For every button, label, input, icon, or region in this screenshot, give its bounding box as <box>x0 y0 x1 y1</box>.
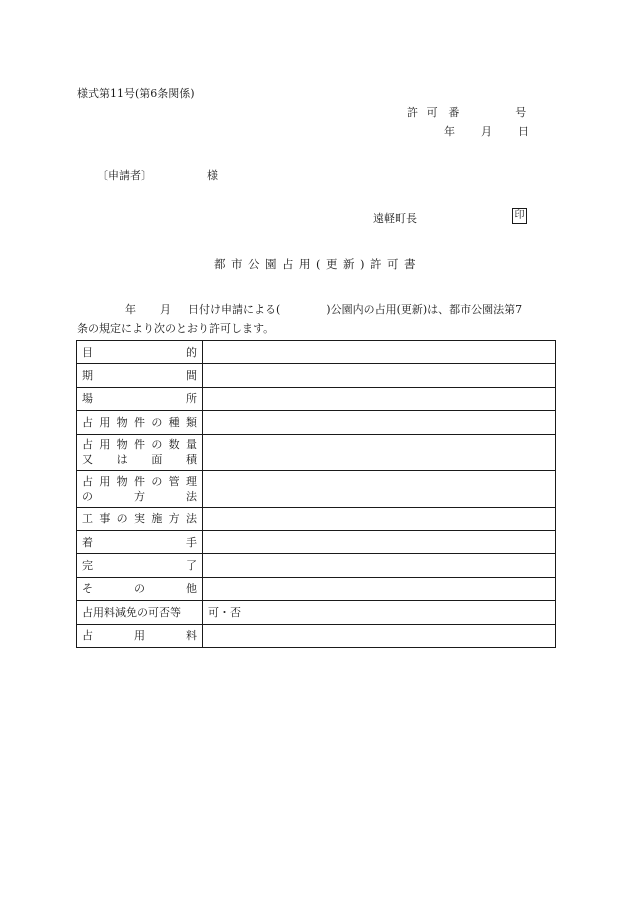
row-label-char: 所 <box>186 392 197 406</box>
row-label-char: そ <box>82 582 93 596</box>
row-label <box>77 624 203 647</box>
row-label <box>77 554 203 577</box>
row-label-char: の <box>116 512 128 526</box>
applicant-honorific: 様 <box>207 169 218 182</box>
row-label-char: 的 <box>186 345 197 359</box>
row-label-line <box>82 558 197 573</box>
body-year: 年 <box>125 303 136 316</box>
row-label-line <box>82 452 197 467</box>
document-title: 都市公園占用(更新)許可書 <box>214 257 421 271</box>
row-label <box>77 577 203 600</box>
row-label-char: 物 <box>116 415 128 429</box>
row-label-line <box>82 511 197 526</box>
row-label-char: 期 <box>82 369 93 383</box>
issuer-title: 遠軽町長 <box>373 212 417 225</box>
row-label-line <box>82 628 197 643</box>
row-label-char: 着 <box>82 535 93 549</box>
row-label <box>77 507 203 530</box>
row-label-char: 完 <box>82 559 93 573</box>
row-label-char: 工 <box>82 512 93 526</box>
row-label-char: 管 <box>168 474 180 488</box>
row-label-char: 又 <box>82 453 93 467</box>
row-label <box>77 434 203 471</box>
row-label-char: 件 <box>133 438 145 452</box>
row-label-char: 法 <box>185 512 197 526</box>
row-label-line <box>82 368 197 383</box>
row-label-char: 料 <box>186 629 197 643</box>
row-label <box>77 411 203 434</box>
row-label-char: 占 <box>82 415 93 429</box>
date-month-label: 月 <box>481 125 492 138</box>
table-row <box>77 530 556 553</box>
row-label-char: 法 <box>186 489 197 503</box>
row-value <box>203 387 556 410</box>
row-label-char: 実 <box>133 512 145 526</box>
permit-number-char: 許 <box>407 106 418 119</box>
row-label-char: 物 <box>116 438 128 452</box>
row-label-char: 種 <box>168 415 180 429</box>
row-label-char: 占 <box>82 629 93 643</box>
row-label-line <box>82 437 197 452</box>
date-year-label: 年 <box>444 125 455 138</box>
row-value <box>203 624 556 647</box>
permit-number-char: 番 <box>448 106 460 119</box>
row-label-char: 施 <box>151 512 163 526</box>
table-row <box>77 554 556 577</box>
row-value <box>203 411 556 434</box>
row-label-char: 用 <box>134 629 145 643</box>
row-label-char: 間 <box>186 369 197 383</box>
row-label-char: 数 <box>168 438 180 452</box>
row-label <box>77 471 203 508</box>
row-value <box>203 554 556 577</box>
table-row <box>77 601 556 624</box>
row-label-char: 事 <box>99 512 111 526</box>
row-label-char: 占 <box>82 474 93 488</box>
row-label-line <box>82 581 197 596</box>
table-row <box>77 434 556 471</box>
body-line-2: 条の規定により次のとおり許可します。 <box>77 322 275 335</box>
row-label-char: の <box>151 415 163 429</box>
row-label-line <box>82 605 197 620</box>
table-row <box>77 387 556 410</box>
row-label-char: 目 <box>82 345 93 359</box>
row-value <box>203 471 556 508</box>
row-label-line <box>82 489 197 504</box>
permit-number-char: 号 <box>515 106 527 119</box>
row-label-char: の <box>82 489 93 503</box>
body-text-1: 日付け申請による( <box>188 303 281 316</box>
row-label-char: 積 <box>185 453 197 467</box>
body-text <box>77 300 523 338</box>
row-label-char: 面 <box>151 453 163 467</box>
row-label-char: の <box>151 438 163 452</box>
row-value <box>203 364 556 387</box>
row-label <box>77 601 203 624</box>
row-label-char: 方 <box>168 512 180 526</box>
table-row <box>77 411 556 434</box>
table-row <box>77 471 556 508</box>
row-label-char: 類 <box>185 415 197 429</box>
row-label-line <box>82 535 197 550</box>
seal-mark: 印 <box>512 208 527 224</box>
permit-details-table <box>76 340 556 648</box>
row-label-line <box>82 391 197 406</box>
row-label-char: 理 <box>185 474 197 488</box>
permit-number-line <box>407 104 527 120</box>
row-label-char: の <box>151 474 163 488</box>
body-month: 月 <box>160 303 171 316</box>
applicant-line <box>97 167 218 183</box>
row-label-char: 了 <box>186 559 197 573</box>
row-label-char: 用 <box>99 474 111 488</box>
issue-date-line <box>444 123 529 139</box>
table-row <box>77 577 556 600</box>
body-text-2: )公園内の占用(更新)は、都市公園法第7 <box>326 303 523 316</box>
row-label-char: 件 <box>133 415 145 429</box>
row-value <box>203 434 556 471</box>
row-label <box>77 364 203 387</box>
row-value <box>203 507 556 530</box>
row-label <box>77 387 203 410</box>
row-value <box>203 530 556 553</box>
table-row <box>77 341 556 364</box>
row-label-char: 占用料減免の可否等 <box>82 605 181 619</box>
row-label-char: 量 <box>185 438 197 452</box>
row-label-line <box>82 345 197 360</box>
row-label-line <box>82 415 197 430</box>
row-label-char: 場 <box>82 392 93 406</box>
applicant-label: 〔申請者〕 <box>97 169 152 182</box>
table-row <box>77 364 556 387</box>
row-label <box>77 530 203 553</box>
row-label <box>77 341 203 364</box>
row-label-char: は <box>116 453 128 467</box>
row-label-char: 件 <box>133 474 145 488</box>
table-row <box>77 624 556 647</box>
row-label-char: 用 <box>99 415 111 429</box>
row-label-char: 用 <box>99 438 111 452</box>
form-number: 様式第11号(第6条関係) <box>77 87 195 100</box>
body-line-1 <box>91 300 522 319</box>
row-value <box>203 577 556 600</box>
row-label-char: 方 <box>134 489 145 503</box>
table-row <box>77 507 556 530</box>
row-label-char: 占 <box>82 438 93 452</box>
date-day-label: 日 <box>518 125 529 138</box>
row-value: 可・否 <box>203 601 556 624</box>
row-label-char: 物 <box>116 474 128 488</box>
row-label-char: の <box>134 582 145 596</box>
permit-number-char: 可 <box>426 106 438 119</box>
row-value <box>203 341 556 364</box>
row-label-char: 他 <box>186 582 197 596</box>
row-label-line <box>82 474 197 489</box>
row-label-char: 手 <box>186 535 197 549</box>
